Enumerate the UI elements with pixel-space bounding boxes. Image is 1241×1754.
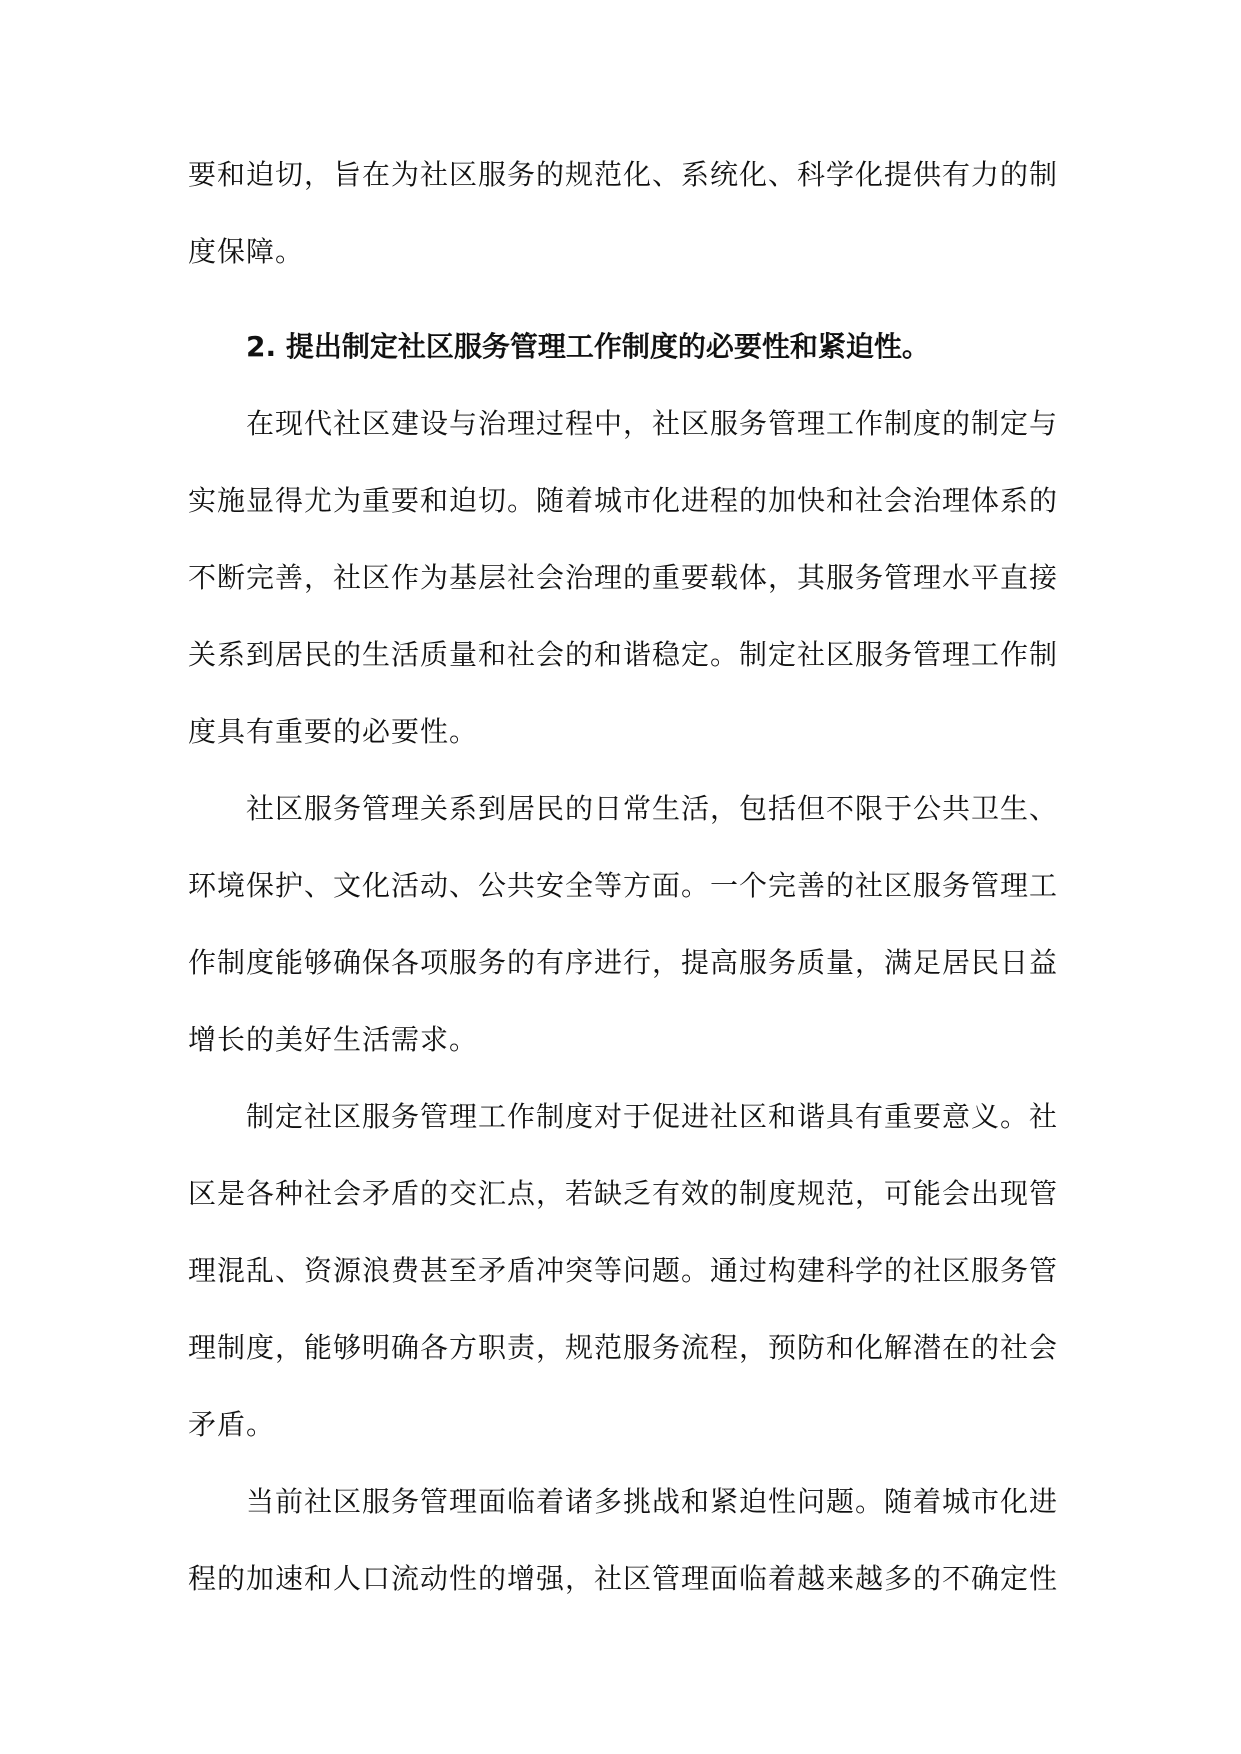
paragraph-line: 矛盾。 [188,1408,276,1441]
paragraph-line: 作制度能够确保各项服务的有序进行，提高服务质量，满足居民日益 [188,946,1059,979]
paragraph-line: 度保障。 [188,235,305,268]
paragraph-line: 区是各种社会矛盾的交汇点，若缺乏有效的制度规范，可能会出现管 [188,1177,1059,1210]
paragraph-line: 程的加速和人口流动性的增强，社区管理面临着越来越多的不确定性 [188,1562,1059,1595]
paragraph-1 [188,385,1059,770]
section-heading: 2. 提出制定社区服务管理工作制度的必要性和紧迫性。 [246,330,930,363]
paragraph-2 [188,770,1059,1078]
paragraph-line: 理制度，能够明确各方职责，规范服务流程，预防和化解潜在的社会 [188,1331,1059,1364]
paragraph-line: 在现代社区建设与治理过程中，社区服务管理工作制度的制定与 [246,407,1059,440]
paragraph-line: 制定社区服务管理工作制度对于促进社区和谐具有重要意义。社 [246,1100,1059,1133]
intro-paragraph [188,136,1059,290]
paragraph-3 [188,1078,1059,1463]
paragraph-4 [188,1463,1059,1617]
paragraph-line: 度具有重要的必要性。 [188,715,479,748]
paragraph-line: 理混乱、资源浪费甚至矛盾冲突等问题。通过构建科学的社区服务管 [188,1254,1059,1287]
paragraph-line: 关系到居民的生活质量和社会的和谐稳定。制定社区服务管理工作制 [188,638,1059,671]
document-body [188,136,1059,1617]
paragraph-line: 环境保护、文化活动、公共安全等方面。一个完善的社区服务管理工 [188,869,1059,902]
paragraph-line: 当前社区服务管理面临着诸多挑战和紧迫性问题。随着城市化进 [246,1485,1059,1518]
paragraph-line: 增长的美好生活需求。 [188,1023,479,1056]
paragraph-line: 要和迫切，旨在为社区服务的规范化、系统化、科学化提供有力的制 [188,158,1059,191]
paragraph-line: 不断完善，社区作为基层社会治理的重要载体，其服务管理水平直接 [188,561,1059,594]
paragraph-line: 实施显得尤为重要和迫切。随着城市化进程的加快和社会治理体系的 [188,484,1059,517]
paragraph-line: 社区服务管理关系到居民的日常生活，包括但不限于公共卫生、 [246,792,1059,825]
